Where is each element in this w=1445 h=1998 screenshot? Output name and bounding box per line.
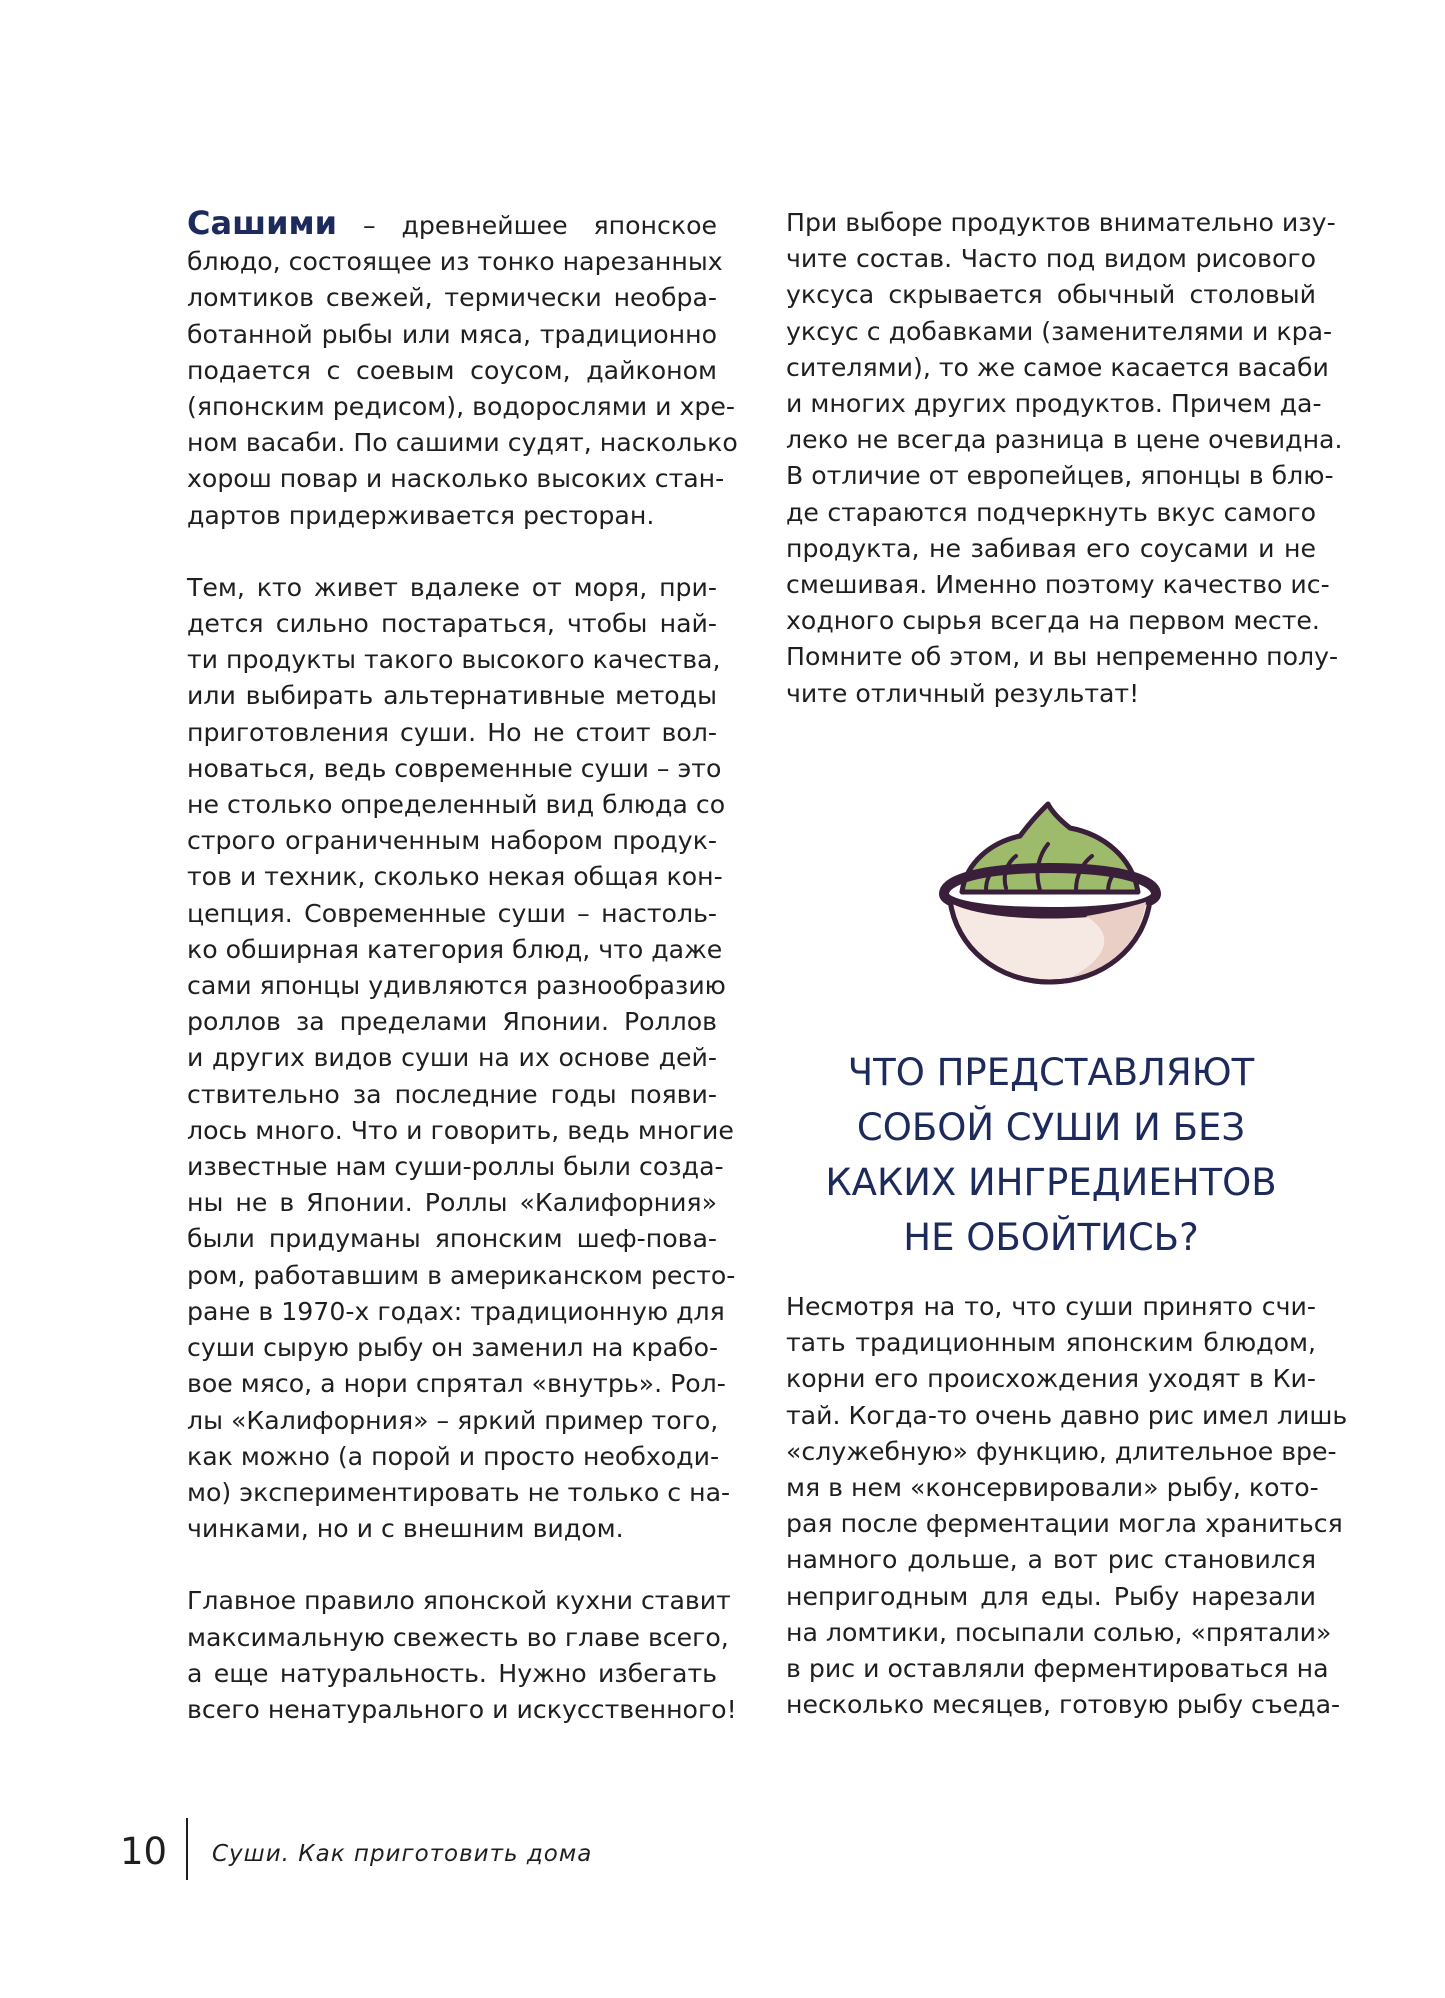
text-line: роллов за пределами Японии. Роллов — [187, 1007, 717, 1037]
text-line: вое мясо, а нори спрятал «внутрь». Рол- — [187, 1369, 726, 1399]
text-line: де стараются подчеркнуть вкус самого — [786, 497, 1316, 527]
text-line: не столько определенный вид блюда со — [187, 790, 726, 820]
text-line: лось много. Что и говорить, ведь многие — [187, 1115, 734, 1145]
text-line: намного дольше, а вот рис становился — [786, 1545, 1316, 1575]
text-line: Сашими – древнейшее японское — [187, 204, 717, 242]
text-line: сителями), то же самое касается васаби — [786, 352, 1329, 382]
text-line: ном васаби. По сашими судят, насколько — [187, 428, 738, 458]
text-line: уксус с добавками (заменителями и кра- — [786, 316, 1333, 346]
text-line: на ломтики, посыпали солью, «прятали» — [786, 1617, 1332, 1647]
text-line: чинками, но и с внешним видом. — [187, 1514, 624, 1544]
wasabi-bowl-illustration — [936, 800, 1164, 988]
text-line: «служебную» функцию, длительное вре- — [786, 1436, 1337, 1466]
right-column-lower — [786, 1289, 1348, 1759]
left-column — [187, 204, 738, 1764]
text-line: в рис и оставляли ферментироваться на — [786, 1654, 1329, 1684]
text-line: леко не всегда разница в цене очевидна. — [786, 425, 1343, 455]
section-heading — [786, 1045, 1316, 1265]
text-line: блюдо, состоящее из тонко нарезанных — [187, 247, 723, 277]
text-line: При выборе продуктов внимательно изу- — [786, 208, 1336, 237]
sashimi-paragraph — [187, 204, 738, 534]
text-line: В отличие от европейцев, японцы в блю- — [786, 461, 1334, 491]
text-line: и многих других продуктов. Причем да- — [786, 389, 1322, 419]
heading-line: СОБОЙ СУШИ И БЕЗ — [856, 1106, 1246, 1149]
text-line: строго ограниченным набором продук- — [187, 826, 717, 856]
page-number: 10 — [120, 1830, 168, 1873]
text-line: как можно (а порой и просто необходи- — [187, 1441, 720, 1471]
text-line: а еще натуральность. Нужно избегать — [187, 1658, 717, 1688]
text-line: ране в 1970-х годах: традиционную для — [187, 1296, 725, 1326]
heading-line: НЕ ОБОЙТИСЬ? — [903, 1216, 1199, 1259]
main-rule-paragraph — [187, 1583, 737, 1728]
text-line: рая после ферментации могла храниться — [786, 1509, 1343, 1539]
text-line: (японским редисом), водорослями и хре- — [187, 392, 735, 422]
text-line: сами японцы удивляются разнообразию — [187, 971, 726, 1001]
text-line: Тем, кто живет вдалеке от моря, при- — [187, 572, 717, 602]
text-line: мо) экспериментировать не только с на- — [187, 1477, 731, 1507]
text-line: ходного сырья всегда на первом месте. — [786, 606, 1320, 636]
text-line: хорош повар и насколько высоких стан- — [187, 464, 725, 494]
text-line: несколько месяцев, готовую рыбу съеда- — [786, 1690, 1341, 1720]
text-line: тать традиционным японским блюдом, — [786, 1328, 1316, 1358]
text-line: ром, работавшим в американском ресто- — [187, 1260, 736, 1290]
text-line: ботанной рыбы или мяса, традиционно — [187, 319, 717, 349]
text-line: тай. Когда-то очень давно рис имел лишь — [786, 1400, 1348, 1430]
text-line: непригодным для еды. Рыбу нарезали — [786, 1581, 1316, 1611]
footer-divider — [186, 1818, 188, 1880]
text-line: корни его происхождения уходят в Ки- — [786, 1364, 1316, 1394]
text-line: ствительно за последние годы появи- — [187, 1079, 717, 1109]
text-line: ны не в Японии. Роллы «Калифорния» — [187, 1188, 717, 1218]
text-line: мя в нем «консервировали» рыбу, кото- — [786, 1473, 1319, 1503]
modern-sushi-paragraph — [187, 570, 736, 1547]
text-line: лы «Калифорния» – яркий пример того, — [187, 1405, 719, 1435]
heading-line: ЧТО ПРЕДСТАВЛЯЮТ — [847, 1051, 1255, 1094]
text-line: тов и техник, сколько некая общая кон- — [187, 862, 723, 892]
product-choice-paragraph — [786, 205, 1343, 712]
text-line: ти продукты такого высокого качества, — [187, 645, 721, 675]
text-line: уксуса скрывается обычный столовый — [786, 280, 1316, 310]
text-line: чите состав. Часто под видом рисового — [786, 244, 1316, 274]
term-sashimi: Сашими — [187, 204, 338, 242]
text-line: Главное правило японской кухни ставит — [187, 1586, 731, 1616]
text-line: приготовления суши. Но не стоит вол- — [187, 717, 717, 747]
heading-line: КАКИХ ИНГРЕДИЕНТОВ — [825, 1161, 1277, 1204]
text-line: новаться, ведь современные суши – это — [187, 753, 722, 783]
text-line: были придуманы японским шеф-пова- — [187, 1224, 717, 1254]
text-line: или выбирать альтернативные методы — [187, 681, 717, 711]
sushi-origin-paragraph — [786, 1289, 1348, 1723]
text-line: чите отличный результат! — [786, 678, 1140, 708]
text-line: дется сильно постараться, чтобы най- — [187, 609, 717, 639]
text-line: суши сырую рыбу он заменил на крабо- — [187, 1333, 719, 1363]
text-line: и других видов суши на их основе дей- — [187, 1043, 717, 1073]
book-title: Суши. Как приготовить дома — [212, 1841, 593, 1867]
text-line: дартов придерживается ресторан. — [187, 500, 655, 530]
text-line: цепция. Современные суши – настоль- — [187, 898, 717, 928]
text-line: известные нам суши-роллы были созда- — [187, 1152, 724, 1182]
text-line: максимальную свежесть во главе всего, — [187, 1622, 729, 1652]
right-column — [786, 205, 1343, 748]
text-line: смешивая. Именно поэтому качество ис- — [786, 570, 1330, 600]
text-line: ко обширная категория блюд, что даже — [187, 934, 723, 964]
text-line: ломтиков свежей, термически необра- — [187, 283, 717, 313]
text-line: продукта, не забивая его соусами и не — [786, 533, 1316, 563]
text-line: подается с соевым соусом, дайконом — [187, 355, 717, 385]
text-line: всего ненатурального и искусственного! — [187, 1694, 737, 1724]
text-line: Несмотря на то, что суши принято счи- — [786, 1292, 1316, 1321]
text-line: Помните об этом, и вы непременно полу- — [786, 642, 1339, 672]
